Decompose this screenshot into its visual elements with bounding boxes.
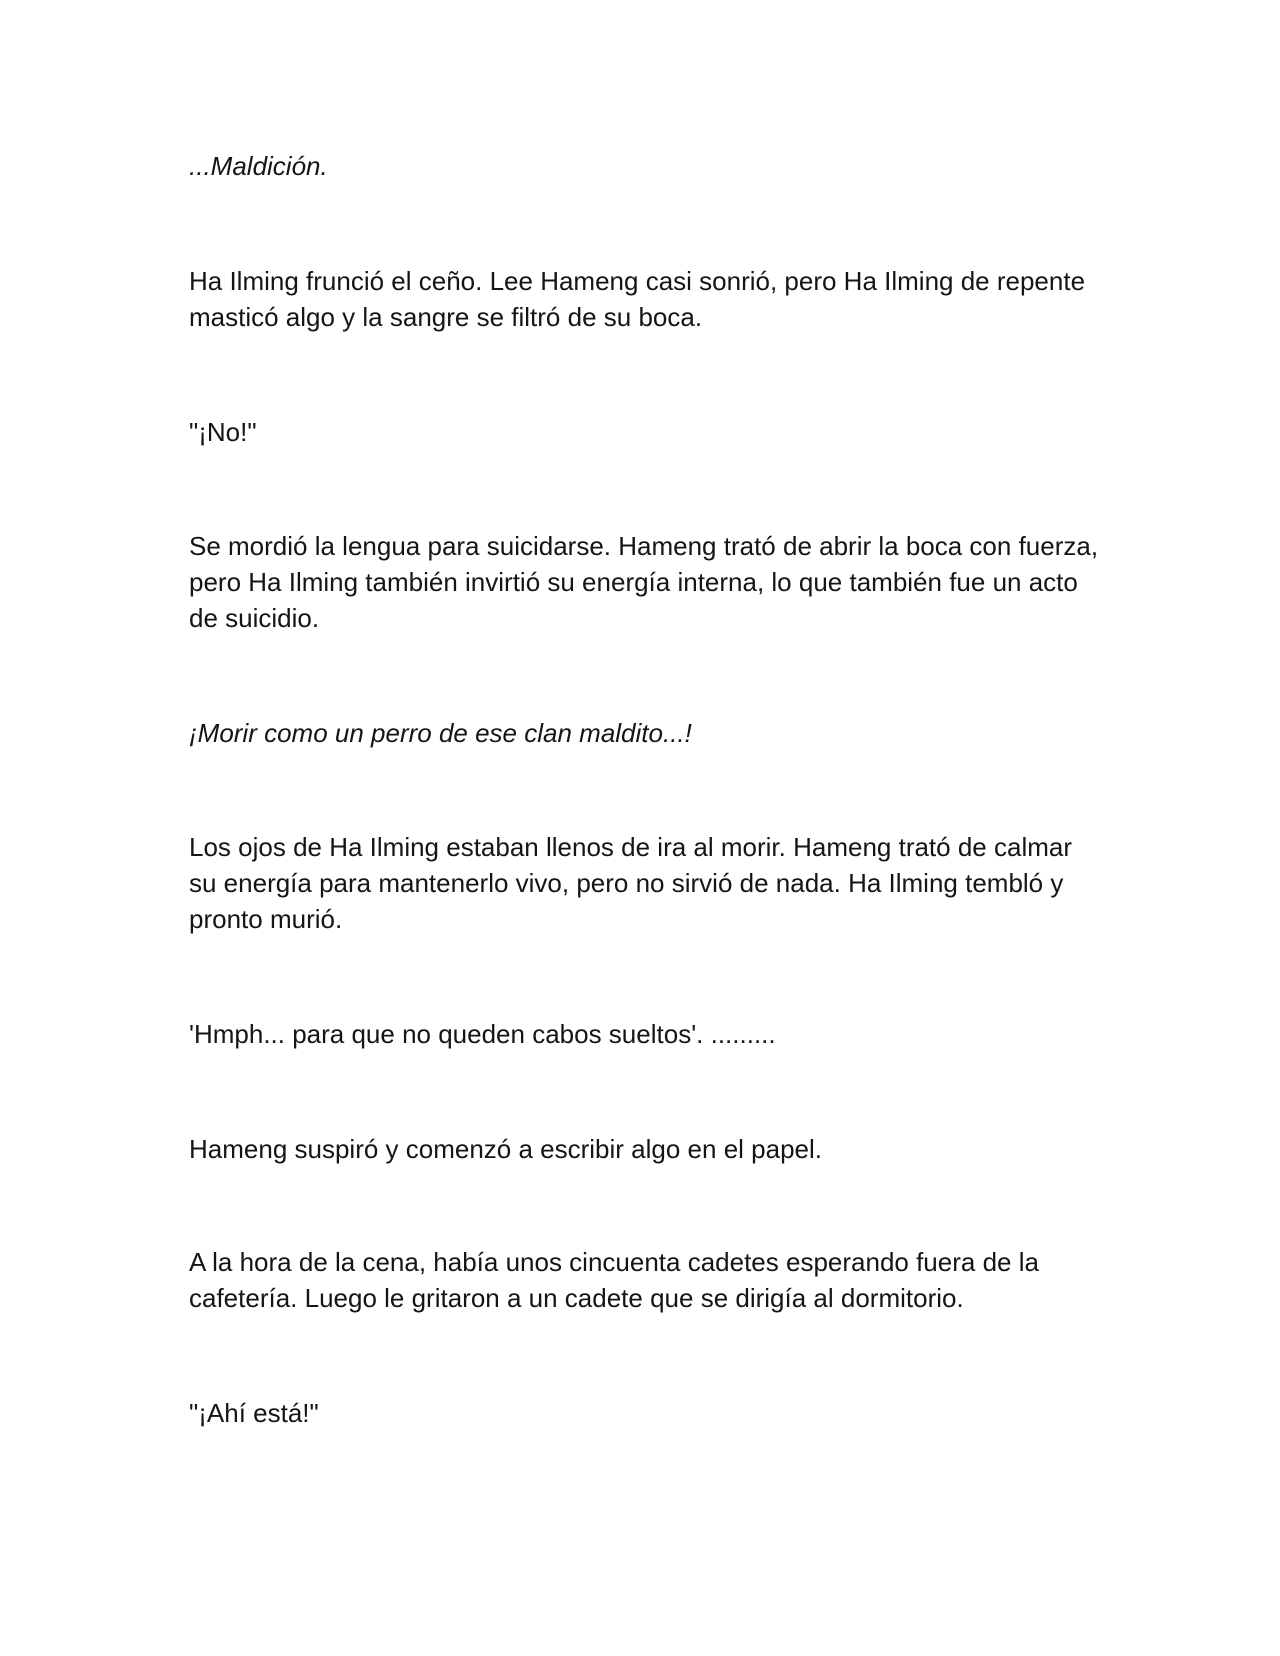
paragraph-10: "¡Ahí está!" — [189, 1398, 319, 1428]
paragraph-8: Hameng suspiró y comenzó a escribir algo en el papel. — [189, 1134, 823, 1164]
paragraph-3: "¡No!" — [189, 417, 257, 447]
paragraph-2: Ha Ilming frunció el ceño. Lee Hameng casi sonrió, pero Ha Ilming de repente masticó algo y la sangre se filtró de su boca. — [189, 266, 1086, 332]
paragraph-5: ¡Morir como un perro de ese clan maldito...! — [189, 718, 692, 748]
paragraph-1: ...Maldición. — [189, 151, 328, 181]
paragraph-4: Se mordió la lengua para suicidarse. Hameng trató de abrir la boca con fuerza, pero Ha Ilming también invirtió su energía interna, lo que también fue un acto de suicidio. — [189, 531, 1099, 633]
paragraph-7: 'Hmph... para que no queden cabos sueltos'. ......... — [189, 1019, 776, 1049]
paragraph-6: Los ojos de Ha Ilming estaban llenos de ira al morir. Hameng trató de calmar su energía para mantenerlo vivo, pero no sirvió de nada. Ha Ilming tembló y pronto murió. — [189, 832, 1072, 934]
paragraph-9: A la hora de la cena, había unos cincuenta cadetes esperando fuera de la cafetería. Luego le gritaron a un cadete que se dirigía al dormitorio. — [189, 1247, 1039, 1313]
